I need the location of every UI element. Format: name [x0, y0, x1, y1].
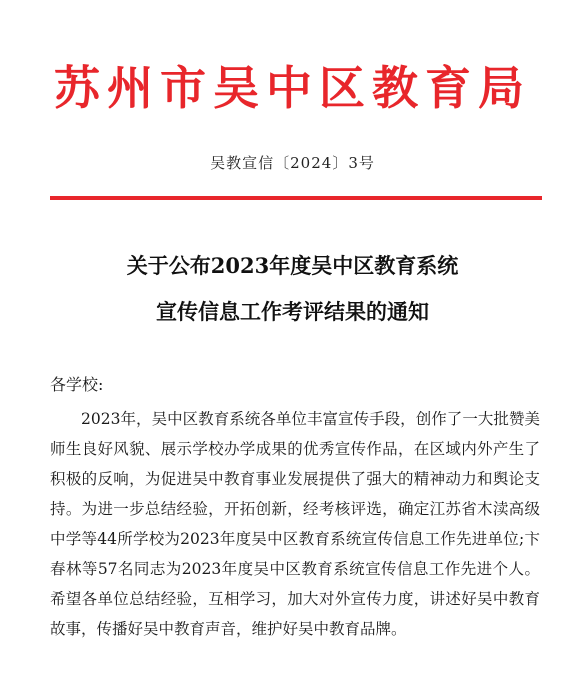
issuing-authority-header: 苏州市吴中区教育局: [54, 61, 531, 115]
notice-title-line-2: 宣传信息工作考评结果的通知: [156, 299, 429, 324]
notice-title-line-1: 关于公布2023年度吴中区教育系统: [126, 253, 459, 278]
body-paragraph: 2023年，吴中区教育系统各单位丰富宣传手段，创作了一大批赞美师生良好风貌、展示学校办学成果的优秀宣传作品，在区域内外产生了积极的反响，为促进吴中教育事业发展提供了强大的精神动力和舆论支持。为进一步总结经验，开拓创新，经考核评选，确定江苏省木渎高级中学等44所学校为2023年度吴中区教育系统宣传信息工作先进单位;卞春林等57名同志为2023年度吴中区教育系统宣传信息工作先进个人。希望各单位总结经验，互相学习，加大对外宣传力度，讲述好吴中教育故事，传播好吴中教育声音，维护好吴中教育品牌。: [50, 410, 540, 638]
document-number: 吴教宣信〔2024〕3号: [210, 154, 375, 172]
red-divider-line: [50, 196, 542, 200]
salutation: 各学校:: [50, 375, 104, 394]
